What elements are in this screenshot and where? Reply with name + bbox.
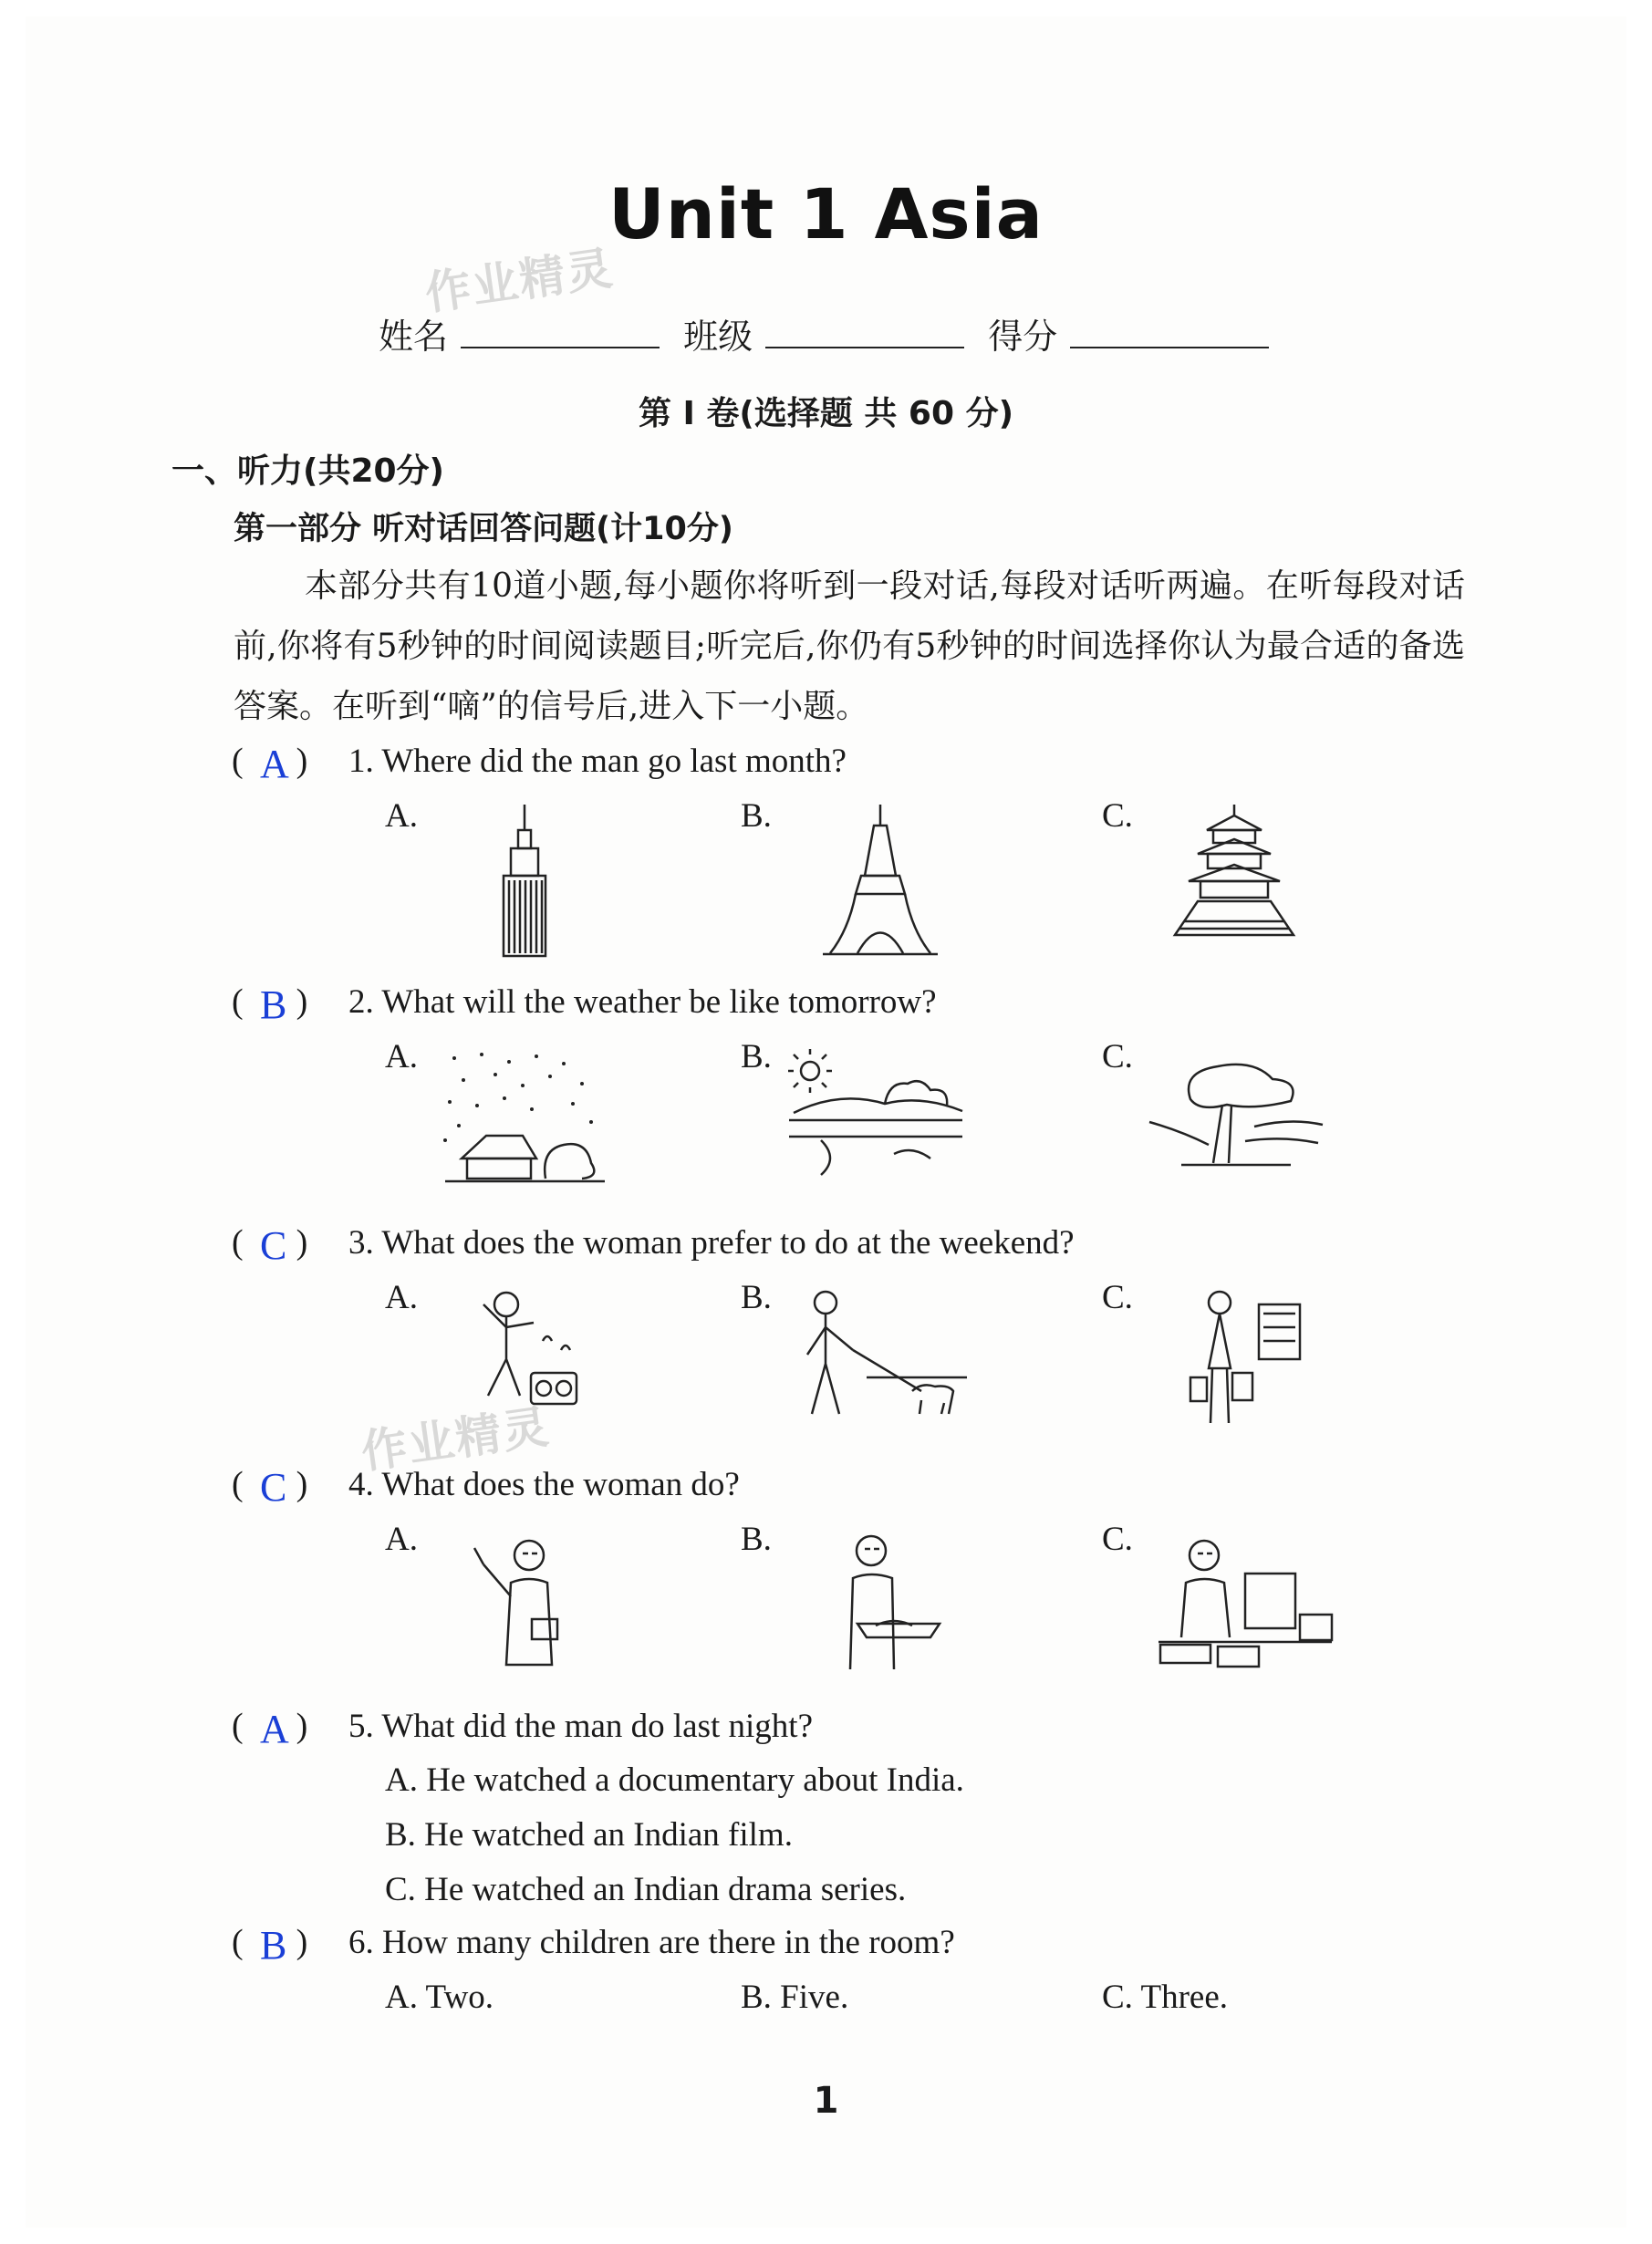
watermark: 作业精灵: [421, 241, 618, 321]
answer-mark: C: [260, 1465, 287, 1510]
waitress-image: [812, 1523, 949, 1674]
name-label: 姓名: [379, 317, 449, 357]
option-text: B. Five.: [741, 1979, 849, 2016]
option-label: B.: [741, 1279, 772, 1316]
office-worker-image: [1149, 1528, 1341, 1674]
teacher-image: [470, 1528, 579, 1674]
option-label: B.: [741, 1038, 772, 1075]
part-heading: 第一部分 听对话回答问题(计10分): [234, 511, 733, 547]
answer-mark: A: [260, 1707, 289, 1751]
option-text: B. He watched an Indian film.: [385, 1816, 793, 1854]
answer-bracket: ( ): [232, 1465, 308, 1503]
score-label: 得分: [988, 317, 1058, 357]
instructions: 本部分共有10道小题,每小题你将听到一段对话,每段对话听两遍。在听每段对话前,你将有5秒钟的时间阅读题目;听完后,你仍有5秒钟的时间选择你认为最合适的备选答案。在听到“嘀”的信号后,进入下一小题。: [234, 567, 1465, 725]
windy-tree-image: [1145, 1054, 1327, 1172]
snowy-cottage-image: [436, 1049, 609, 1186]
option-text: C. He watched an Indian drama series.: [385, 1871, 907, 1908]
option-label: C.: [1102, 1038, 1133, 1075]
answer-bracket: ( ): [232, 982, 308, 1021]
volume-heading: 第 I 卷(选择题 共 60 分): [638, 395, 1014, 432]
answer-mark: B: [260, 982, 287, 1027]
question-text: 2. What will the weather be like tomorrow?: [348, 983, 937, 1021]
unit-topic: Asia: [874, 173, 1044, 255]
skyscraper-image: [483, 803, 566, 958]
answer-mark: A: [260, 742, 289, 786]
page-number: 1: [813, 2080, 839, 2122]
option-label: C.: [1102, 797, 1133, 835]
shopping-woman-image: [1172, 1286, 1309, 1428]
option-label: A.: [385, 797, 418, 835]
option-text: A. He watched a documentary about India.: [385, 1761, 964, 1799]
page-title: [0, 173, 1652, 255]
option-label: C.: [1102, 1521, 1133, 1558]
unit-label: Unit 1: [608, 173, 849, 255]
option-label: B.: [741, 797, 772, 835]
option-label: B.: [741, 1521, 772, 1558]
section-heading: 一、听力(共20分): [171, 452, 445, 490]
class-label: 班级: [683, 317, 753, 357]
option-label: A.: [385, 1521, 418, 1558]
question-text: 5. What did the man do last night?: [348, 1708, 814, 1745]
temple-of-heaven-image: [1157, 803, 1312, 940]
dog-walking-image: [784, 1286, 967, 1423]
watermark: 作业精灵: [358, 1399, 554, 1480]
student-info-row: [379, 308, 1282, 358]
sunny-countryside-image: [784, 1049, 967, 1177]
option-text: C. Three.: [1102, 1979, 1229, 2016]
answer-bracket: ( ): [232, 1923, 308, 1961]
name-field[interactable]: [461, 321, 660, 348]
option-label: C.: [1102, 1279, 1133, 1316]
question-text: 3. What does the woman prefer to do at the weekend?: [348, 1224, 1075, 1262]
option-label: A.: [385, 1038, 418, 1075]
question-text: 4. What does the woman do?: [348, 1466, 740, 1503]
question-text: 1. Where did the man go last month?: [348, 743, 847, 780]
score-field[interactable]: [1070, 321, 1269, 348]
answer-bracket: ( ): [232, 1707, 308, 1745]
answer-bracket: ( ): [232, 1223, 308, 1262]
answer-bracket: ( ): [232, 742, 308, 780]
option-label: A.: [385, 1279, 418, 1316]
option-text: A. Two.: [385, 1979, 494, 2016]
question-text: 6. How many children are there in the room?: [348, 1924, 955, 1961]
answer-mark: C: [260, 1223, 287, 1268]
answer-mark: B: [260, 1923, 287, 1968]
class-field[interactable]: [765, 321, 964, 348]
eiffel-tower-image: [821, 803, 940, 958]
